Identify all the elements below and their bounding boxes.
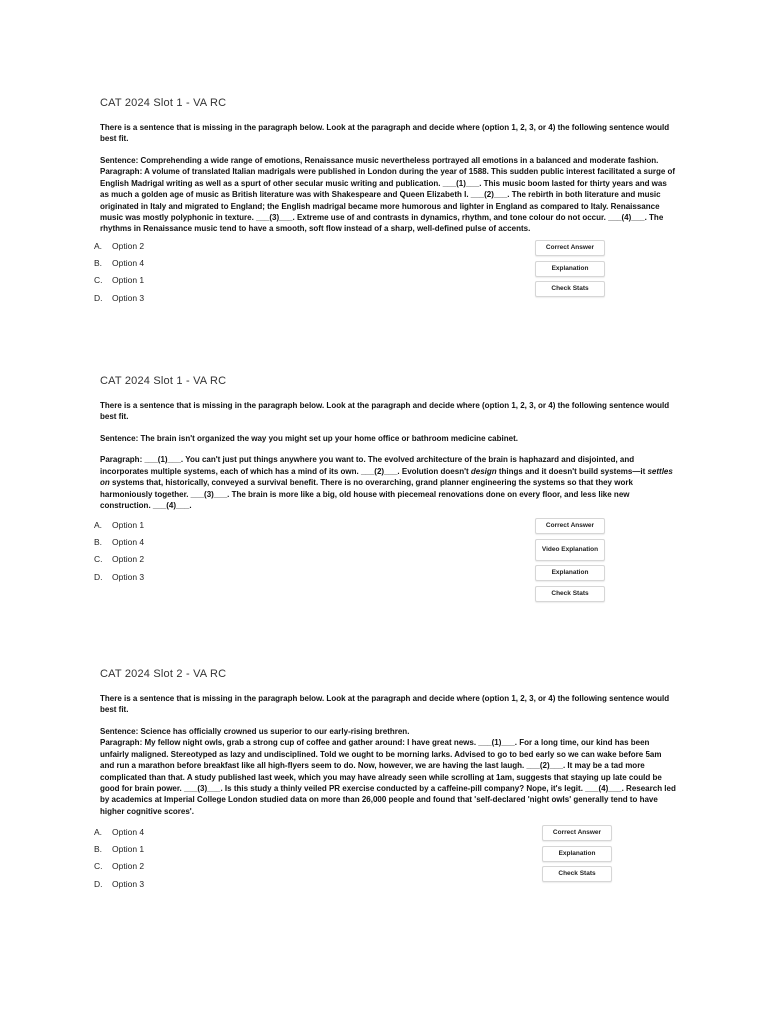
explanation-button[interactable]: Explanation <box>535 565 605 581</box>
paragraph-part: systems that, historically, conveyed a survival benefit. There is no overarching, grand planner engineering the systems so that they work harmoniously together. ___(3)___. The brain is more like a big, old house with piecemeal renovations done on every floor, and less like new construction. ___(4)___. <box>100 478 633 511</box>
option-d[interactable] <box>94 875 294 892</box>
option-d[interactable] <box>94 568 294 585</box>
question-body <box>100 433 676 511</box>
option-letter: D. <box>94 571 103 582</box>
paragraph-part: things and it doesn't build systems—it <box>496 466 648 476</box>
option-c[interactable] <box>94 272 294 289</box>
option-label: Option 1 <box>112 843 145 854</box>
question-body <box>100 155 676 235</box>
check-stats-button[interactable]: Check Stats <box>535 281 605 297</box>
question-paragraph: Paragraph: My fellow night owls, grab a strong cup of coffee and gather around: I have great news. ___(1)___. For a long time, our kind has been unfairly maligned. Stereotyped as lazy and undisciplined. Told we ought to be morning larks. Advised to go to bed early so we can wake before 5am and run a marathon before breakfast like all high-flyers seem to do. Now, however, we are having the last laugh. ___(2)___. It may be a tad more complicated than that. A study published last week, which you may have already seen while scrolling at 1am, suggests that staying up late could be good for brain power. ___(3)___. Is this study a thinly veiled PR exercise conducted by a caffeine-pill company? Nope, it's legit. ___(4)___. Research led by academics at Imperial College London studied data on more than 26,000 people and found that 'self-declared 'night owls' generally tend to have higher cognitive scores'. <box>100 738 676 816</box>
option-letter: B. <box>94 843 103 854</box>
option-letter: C. <box>94 275 103 286</box>
option-a[interactable] <box>94 823 294 840</box>
option-letter: C. <box>94 861 103 872</box>
option-label: Option 1 <box>112 275 145 286</box>
option-letter: A. <box>94 519 103 530</box>
question-title: CAT 2024 Slot 1 - VA RC <box>100 375 227 387</box>
option-label: Option 3 <box>112 571 145 582</box>
option-letter: D. <box>94 878 103 889</box>
check-stats-button[interactable]: Check Stats <box>542 866 612 882</box>
option-label: Option 2 <box>112 554 145 565</box>
question-title: CAT 2024 Slot 1 - VA RC <box>100 97 227 109</box>
correct-answer-button[interactable]: Correct Answer <box>535 518 605 534</box>
question-paragraph <box>100 454 676 511</box>
option-label: Option 4 <box>112 536 145 547</box>
option-d[interactable] <box>94 289 294 306</box>
question-body <box>100 726 676 817</box>
question-title: CAT 2024 Slot 2 - VA RC <box>100 668 227 680</box>
action-buttons <box>535 240 605 297</box>
option-label: Option 3 <box>112 878 145 889</box>
option-label: Option 2 <box>112 861 145 872</box>
question-card-2 <box>94 374 676 597</box>
option-c[interactable] <box>94 858 294 875</box>
explanation-button[interactable]: Explanation <box>535 261 605 277</box>
option-label: Option 1 <box>112 519 145 530</box>
option-a[interactable] <box>94 516 294 533</box>
option-letter: C. <box>94 554 103 565</box>
question-card-3 <box>94 667 676 889</box>
options-list <box>94 516 294 585</box>
question-paragraph: Paragraph: A volume of translated Italian madrigals were published in London during the year of 1588. This sudden public interest facilitated a surge of English Madrigal writing as well as a spurt of other secular music writing and publication. ___(1)___. This music boom lasted for thirty years and was as much a golden age of music as British literature was with Shakespeare and Queen Elizabeth I. ___(2)___. The rebirth in both literature and music originated in Italy and migrated to England; the English madrigal became more humorous and lighter in England as compared to Italy. Renaissance music was mostly polyphonic in texture. ___(3)___. Extreme use of and contrasts in dynamics, rhythm, and tone colour do not occur. ___(4)___. The rhythms in Renaissance music tend to have a smooth, soft flow instead of a sharp, well-defined pulse of accents. <box>100 167 676 234</box>
option-letter: A. <box>94 240 103 251</box>
question-card-1 <box>94 96 676 303</box>
check-stats-button[interactable]: Check Stats <box>535 586 605 602</box>
question-sentence: Sentence: Comprehending a wide range of emotions, Renaissance music nevertheless portrayed all emotions in a balanced and moderate fashion. <box>100 156 659 165</box>
action-buttons <box>535 518 605 602</box>
option-c[interactable] <box>94 551 294 568</box>
paragraph-part: Paragraph: ___(1)___. You can't just put things anywhere you want to. The evolved architecture of the brain is haphazard and disjointed, and incorporates multiple systems, each of which has a mind of its own. ___(2)___. Evolution doesn't <box>100 455 635 476</box>
question-instruction: There is a sentence that is missing in the paragraph below. Look at the paragraph and decide where (option 1, 2, 3, or 4) the following sentence would best fit. <box>100 123 670 143</box>
options-list <box>94 823 294 892</box>
question-instruction: There is a sentence that is missing in the paragraph below. Look at the paragraph and decide where (option 1, 2, 3, or 4) the following sentence would best fit. <box>100 694 670 714</box>
option-letter: B. <box>94 257 103 268</box>
option-letter: B. <box>94 536 103 547</box>
video-explanation-button[interactable]: Video Explanation <box>535 539 605 561</box>
correct-answer-button[interactable]: Correct Answer <box>542 825 612 841</box>
option-label: Option 4 <box>112 257 145 268</box>
action-buttons <box>542 825 612 882</box>
question-instruction: There is a sentence that is missing in the paragraph below. Look at the paragraph and decide where (option 1, 2, 3, or 4) the following sentence would best fit. <box>100 401 670 421</box>
options-list <box>94 237 294 306</box>
option-a[interactable] <box>94 237 294 254</box>
question-sentence: Sentence: Science has officially crowned us superior to our early-rising brethren. <box>100 727 410 736</box>
correct-answer-button[interactable]: Correct Answer <box>535 240 605 256</box>
paragraph-emphasis: settles on <box>100 466 673 488</box>
option-label: Option 2 <box>112 240 145 251</box>
explanation-button[interactable]: Explanation <box>542 846 612 862</box>
option-b[interactable] <box>94 840 294 857</box>
option-letter: A. <box>94 826 103 837</box>
paragraph-emphasis: design <box>470 466 497 476</box>
option-letter: D. <box>94 292 103 303</box>
option-label: Option 3 <box>112 292 145 303</box>
option-b[interactable] <box>94 533 294 550</box>
option-b[interactable] <box>94 254 294 271</box>
option-label: Option 4 <box>112 826 145 837</box>
question-sentence: Sentence: The brain isn't organized the way you might set up your home office or bathroom medicine cabinet. <box>100 434 518 443</box>
